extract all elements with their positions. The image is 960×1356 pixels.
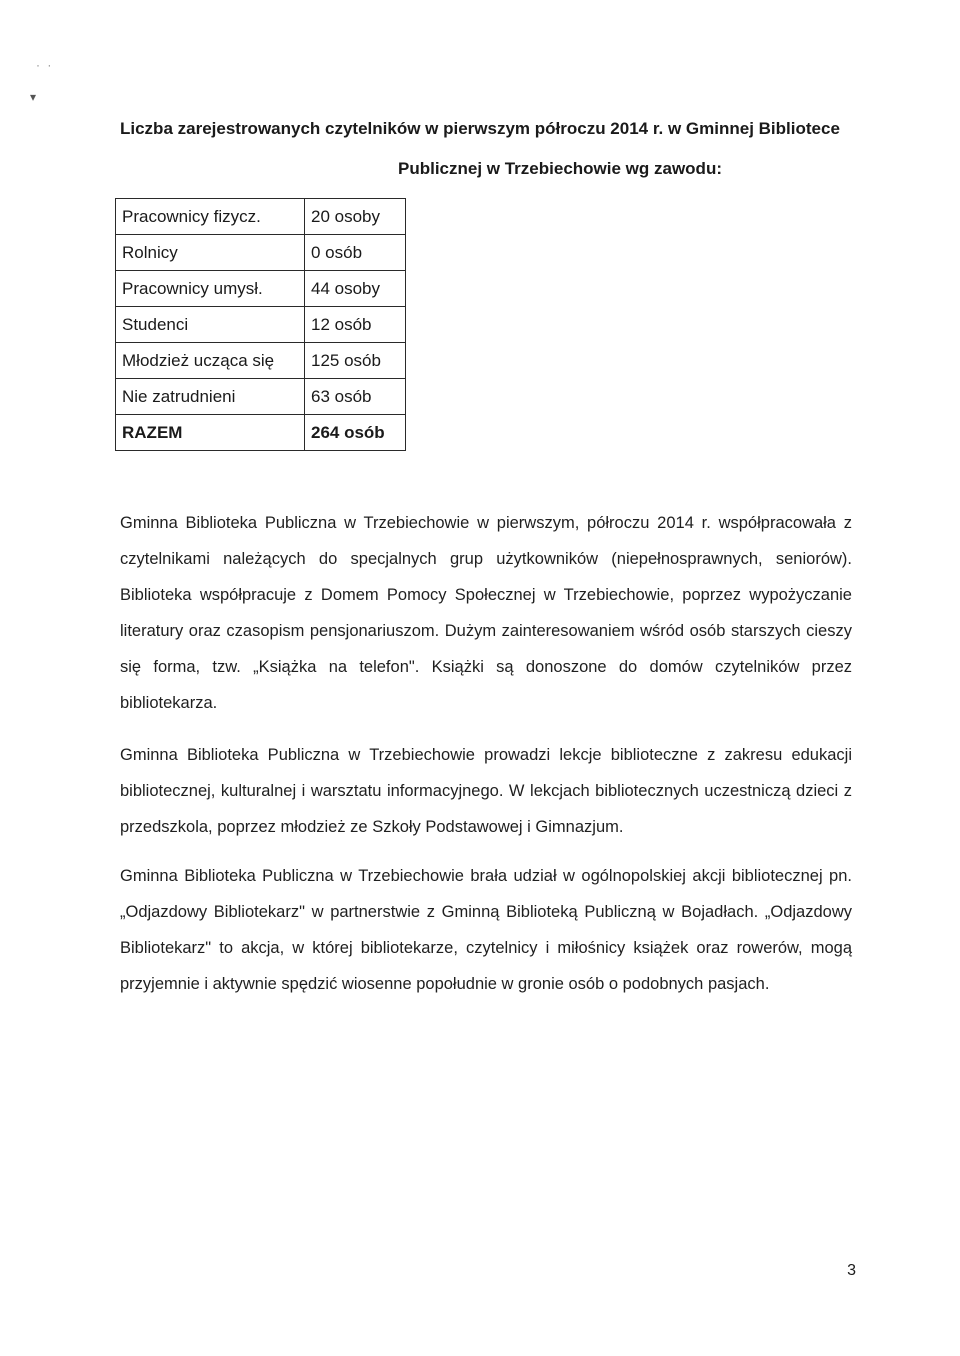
table-row [116,379,406,415]
table-row [116,235,406,271]
table-row [116,343,406,379]
occupation-label: Młodzież ucząca się [116,343,305,379]
readers-by-occupation-table [115,198,406,451]
occupation-label: Rolnicy [116,235,305,271]
paragraph-cooperation: Gminna Biblioteka Publiczna w Trzebiechowie w pierwszym, półroczu 2014 r. współpracowała z czytelnikami należących do specjalnych grup użytkowników (niepełnosprawnych, seniorów). Biblioteka współpracuje z Domem Pomocy Społecznej w Trzebiechowie, poprzez wypożyczanie literatury oraz czasopism pensjonariuszom. Dużym zainteresowaniem wśród osób starszych cieszy się forma, tzw. „Książka na telefon". Książki są donoszone do domów czytelników przez bibliotekarza. [120,514,852,712]
table-row [116,307,406,343]
paragraph-odjazdowy-bibliotekarz: Gminna Biblioteka Publiczna w Trzebiechowie brała udział w ogólnopolskiej akcji bibliotecznej pn. „Odjazdowy Bibliotekarz" w partnerstwie z Gminną Biblioteką Publiczną w Bojadłach. „Odjazdowy Bibliotekarz" to akcja, w której bibliotekarze, czytelnicy i miłośnicy książek oraz rowerów, mogą przyjemnie i aktywnie spędzić wiosenne popołudnie w gronie osób o podobnych pasjach. [120,867,852,993]
reader-count: 125 osób [305,343,406,379]
page-number: 3 [847,1262,856,1279]
table-total-row [116,415,406,451]
reader-count: 44 osoby [305,271,406,307]
occupation-label: Nie zatrudnieni [116,379,305,415]
reader-count: 20 osoby [305,199,406,235]
document-title-line1: Liczba zarejestrowanych czytelników w pierwszym półroczu 2014 r. w Gminnej Bibliotece [120,119,840,138]
scan-mark: ▾ [30,90,37,104]
total-count: 264 osób [305,415,406,451]
document-title-line2-text: Publicznej w Trzebiechowie wg zawodu: [398,159,722,178]
paragraph-library-lessons: Gminna Biblioteka Publiczna w Trzebiechowie prowadzi lekcje biblioteczne z zakresu edukacji bibliotecznej, kulturalnej i warsztatu informacyjnego. W lekcjach bibliotecznych uczestniczą dzieci z przedszkola, poprzez młodzież ze Szkoły Podstawowej i Gimnazjum. [120,746,852,836]
reader-count: 0 osób [305,235,406,271]
table-row [116,199,406,235]
occupation-label: Pracownicy umysł. [116,271,305,307]
scan-speck: · · [36,58,54,72]
reader-count: 12 osób [305,307,406,343]
total-label: RAZEM [116,415,305,451]
reader-count: 63 osób [305,379,406,415]
occupation-label: Pracownicy fizycz. [116,199,305,235]
occupation-label: Studenci [116,307,305,343]
table-row [116,271,406,307]
document-title-line2 [120,158,860,180]
